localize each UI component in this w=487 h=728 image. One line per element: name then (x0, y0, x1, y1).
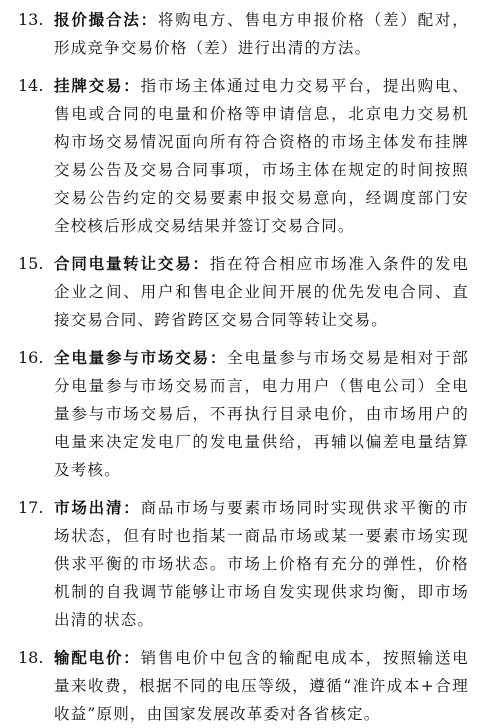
definition-17 (18, 494, 469, 634)
entry-number: 15. (18, 254, 44, 273)
entry-body (54, 6, 469, 62)
definition-14 (18, 72, 469, 240)
entry-text: 全电量参与市场交易是相对于部分电量参与市场交易而言，电力用户（售电公司）全电量参与市场交易后，不再执行目录电价，由市场用户的电量来决定发电厂的发电量供给，再辅以偏差电量结算及考核。 (54, 349, 469, 479)
entry-text: 将购电方、售电方申报价格（差）配对，形成竞争交易价格（差）进行出清的方法。 (54, 11, 469, 57)
entry-number: 17. (18, 498, 44, 517)
entry-text: 指在符合相应市场准入条件的发电企业之间、用户和售电企业间开展的优先发电合同、直接交易合同、跨省跨区交易合同等转让交易。 (54, 255, 469, 329)
entry-number: 16. (18, 348, 44, 367)
definition-13 (18, 6, 469, 62)
entry-term: 合同电量转让交易： (54, 255, 210, 273)
entry-term: 全电量参与市场交易： (54, 349, 228, 367)
entry-number: 14. (18, 76, 44, 95)
entry-body (54, 494, 469, 634)
entry-number: 13. (18, 10, 44, 29)
definition-16 (18, 344, 469, 484)
entry-body (54, 644, 469, 728)
definition-18 (18, 644, 469, 728)
entry-body (54, 250, 469, 334)
entry-body (54, 72, 469, 240)
entry-number: 18. (18, 648, 44, 667)
entry-term: 输配电价： (54, 649, 141, 667)
definition-15 (18, 250, 469, 334)
entry-text: 销售电价中包含的输配电成本，按照输送电量来收费，根据不同的电压等级，遵循“准许成本+合理收益”原则，由国家发展改革委对各省核定。 (54, 649, 469, 723)
entry-term: 市场出清： (54, 499, 141, 517)
entry-term: 挂牌交易： (54, 77, 141, 95)
entry-body (54, 344, 469, 484)
entry-term: 报价撮合法： (54, 11, 158, 29)
entry-text: 商品市场与要素市场同时实现供求平衡的市场状态，但有时也指某一商品市场或某一要素市场实现供求平衡的市场状态。市场上价格有充分的弹性，价格机制的自我调节能够让市场自发实现供求均衡，即市场出清的状态。 (54, 499, 469, 629)
entry-text: 指市场主体通过电力交易平台，提出购电、售电或合同的电量和价格等申请信息，北京电力交易机构市场交易情况面向所有符合资格的市场主体发布挂牌交易公告及交易合同事项，市场主体在规定的时间按照交易公告约定的交易要素申报交易意向，经调度部门安全校核后形成交易结果并签订交易合同。 (54, 77, 469, 235)
